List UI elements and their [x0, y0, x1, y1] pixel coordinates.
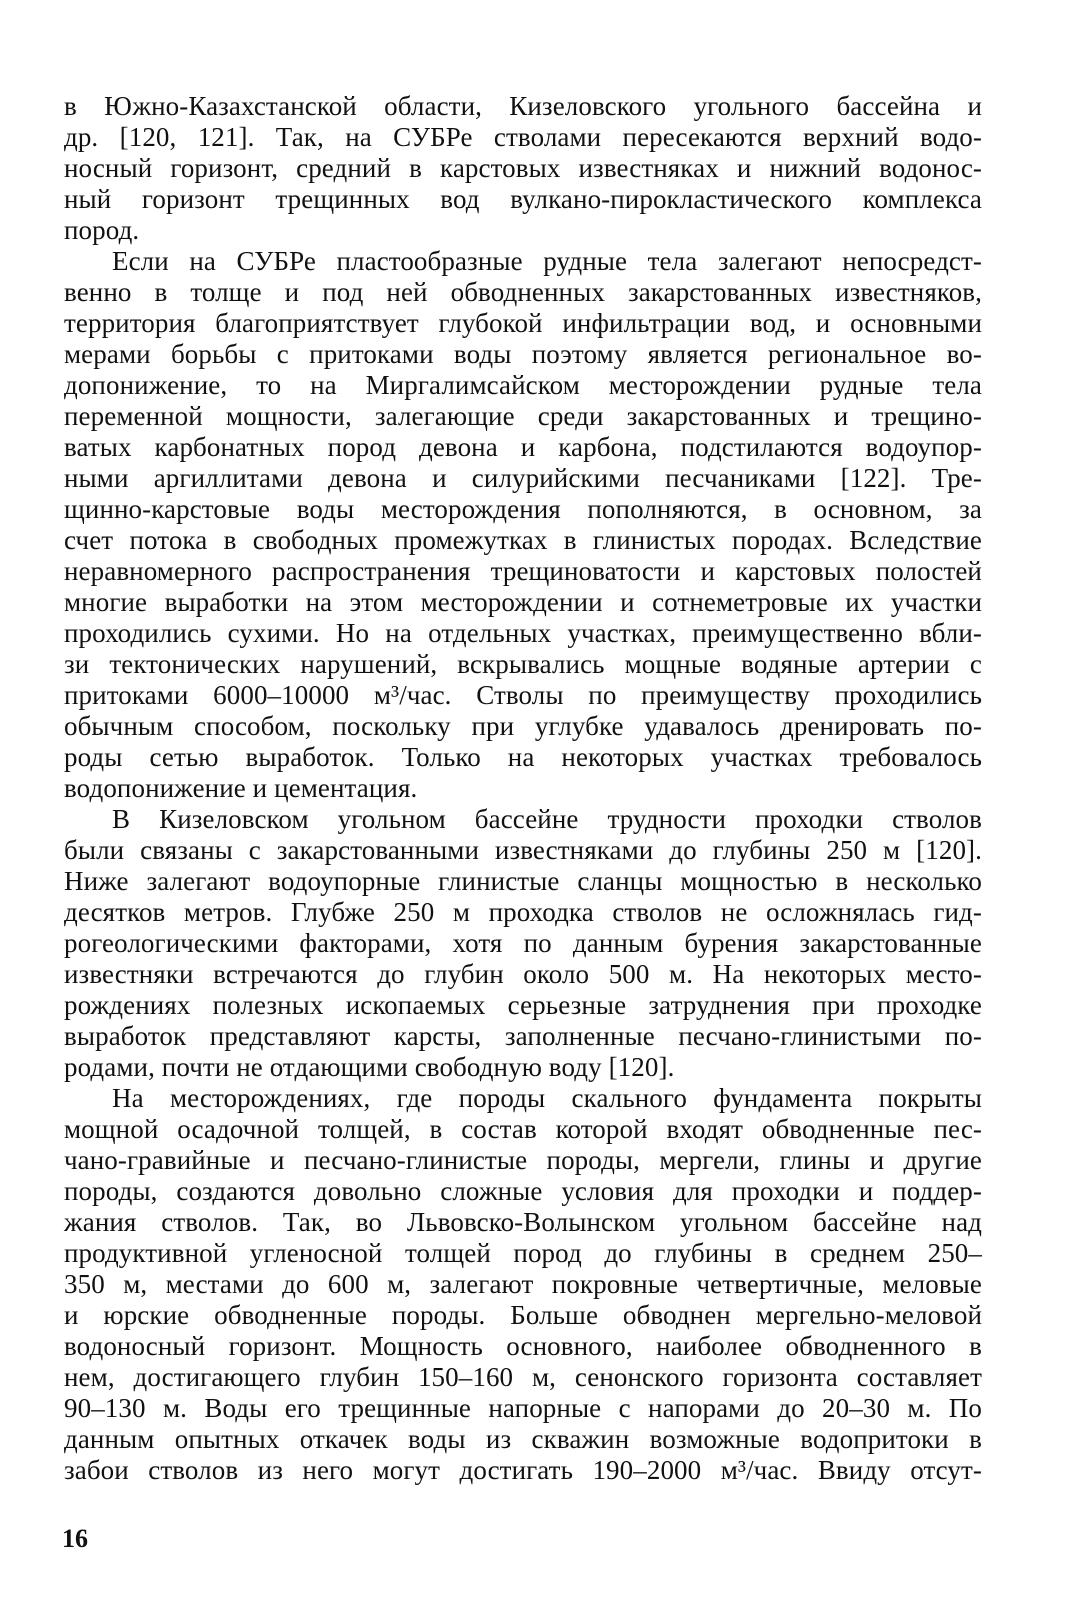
text-line: венно в толще и под ней обводненных закарстованных известняков,: [64, 277, 982, 307]
text-line: рождениях полезных ископаемых серьезные затруднения при проходке: [64, 990, 982, 1020]
text-line: На месторождениях, где породы скального фундамента покрыты: [112, 1083, 982, 1113]
text-line: Ниже залегают водоупорные глинистые сланцы мощностью в несколько: [64, 866, 982, 896]
text-line: допонижение, то на Миргалимсайском месторождении рудные тела: [64, 370, 982, 400]
text-line: и юрские обводненные породы. Больше обводнен мергельно-меловой: [64, 1300, 982, 1330]
text-line: чано-гравийные и песчано-глинистые породы, мергели, глины и другие: [64, 1145, 982, 1175]
text-line: притоками 6000–10000 м³/час. Стволы по преимуществу проходились: [64, 680, 982, 710]
text-line: территория благоприятствует глубокой инфильтрации вод, и основными: [64, 308, 982, 338]
text-line: известняки встречаются до глубин около 500 м. На некоторых место-: [64, 959, 982, 989]
text-line: водоносный горизонт. Мощность основного, наиболее обводненного в: [64, 1331, 982, 1361]
text-line: В Кизеловском угольном бассейне трудности проходки стволов: [112, 804, 982, 834]
text-line: переменной мощности, залегающие среди закарстованных и трещино-: [64, 401, 982, 431]
text-line: зи тектонических нарушений, вскрывались мощные водяные артерии с: [64, 649, 982, 679]
text-line: забои стволов из него могут достигать 190–2000 м³/час. Ввиду отсут-: [64, 1455, 982, 1485]
text-line: нем, достигающего глубин 150–160 м, сенонского горизонта составляет: [64, 1362, 982, 1392]
text-line: щинно-карстовые воды месторождения пополняются, в основном, за: [64, 494, 982, 524]
page-number: 16: [62, 1524, 88, 1553]
text-line: данным опытных откачек воды из скважин возможные водопритоки в: [64, 1424, 982, 1454]
text-line: ватых карбонатных пород девона и карбона, подстилаются водоупор-: [64, 432, 982, 462]
text-line: десятков метров. Глубже 250 м проходка стволов не осложнялась гид-: [64, 897, 982, 927]
text-line: были связаны с закарстованными известняками до глубины 250 м [120].: [64, 835, 982, 865]
text-line: жания стволов. Так, во Львовско-Волынском угольном бассейне над: [64, 1207, 982, 1237]
text-line: роды сетью выработок. Только на некоторых участках требовалось: [64, 742, 982, 772]
text-line: мощной осадочной толщей, в состав которой входят обводненные пес-: [64, 1114, 982, 1144]
text-line: пород.: [64, 215, 140, 245]
text-line: породы, создаются довольно сложные условия для проходки и поддер-: [64, 1176, 982, 1206]
text-line: продуктивной угленосной толщей пород до глубины в среднем 250–: [64, 1238, 982, 1268]
text-line: счет потока в свободных промежутках в глинистых породах. Вследствие: [64, 525, 982, 555]
text-line: в Южно-Казахстанской области, Кизеловского угольного бассейна и: [64, 91, 982, 121]
text-line: носный горизонт, средний в карстовых известняках и нижний водонос-: [64, 153, 982, 183]
text-line: 90–130 м. Воды его трещинные напорные с напорами до 20–30 м. По: [64, 1393, 982, 1423]
text-line: выработок представляют карсты, заполненные песчано-глинистыми по-: [64, 1021, 982, 1051]
text-line: рогеологическими факторами, хотя по данным бурения закарстованные: [64, 928, 982, 958]
text-line: ный горизонт трещинных вод вулкано-пирокластического комплекса: [64, 184, 982, 214]
text-line: проходились сухими. Но на отдельных участках, преимущественно вбли-: [64, 618, 982, 648]
text-line: многие выработки на этом месторождении и сотнеметровые их участки: [64, 587, 982, 617]
text-line: Если на СУБРе пластообразные рудные тела залегают непосредст-: [112, 246, 982, 276]
text-line: водопонижение и цементация.: [64, 773, 418, 803]
text-line: обычным способом, поскольку при углубке удавалось дренировать по-: [64, 711, 982, 741]
text-line: мерами борьбы с притоками воды поэтому является региональное во-: [64, 339, 982, 369]
text-line: родами, почти не отдающими свободную воду [120].: [64, 1052, 675, 1082]
text-line: 350 м, местами до 600 м, залегают покровные четвертичные, меловые: [64, 1269, 982, 1299]
text-line: др. [120, 121]. Так, на СУБРе стволами пересекаются верхний водо-: [64, 122, 982, 152]
text-line: неравномерного распространения трещиноватости и карстовых полостей: [64, 556, 982, 586]
text-line: ными аргиллитами девона и силурийскими песчаниками [122]. Тре-: [64, 463, 982, 493]
